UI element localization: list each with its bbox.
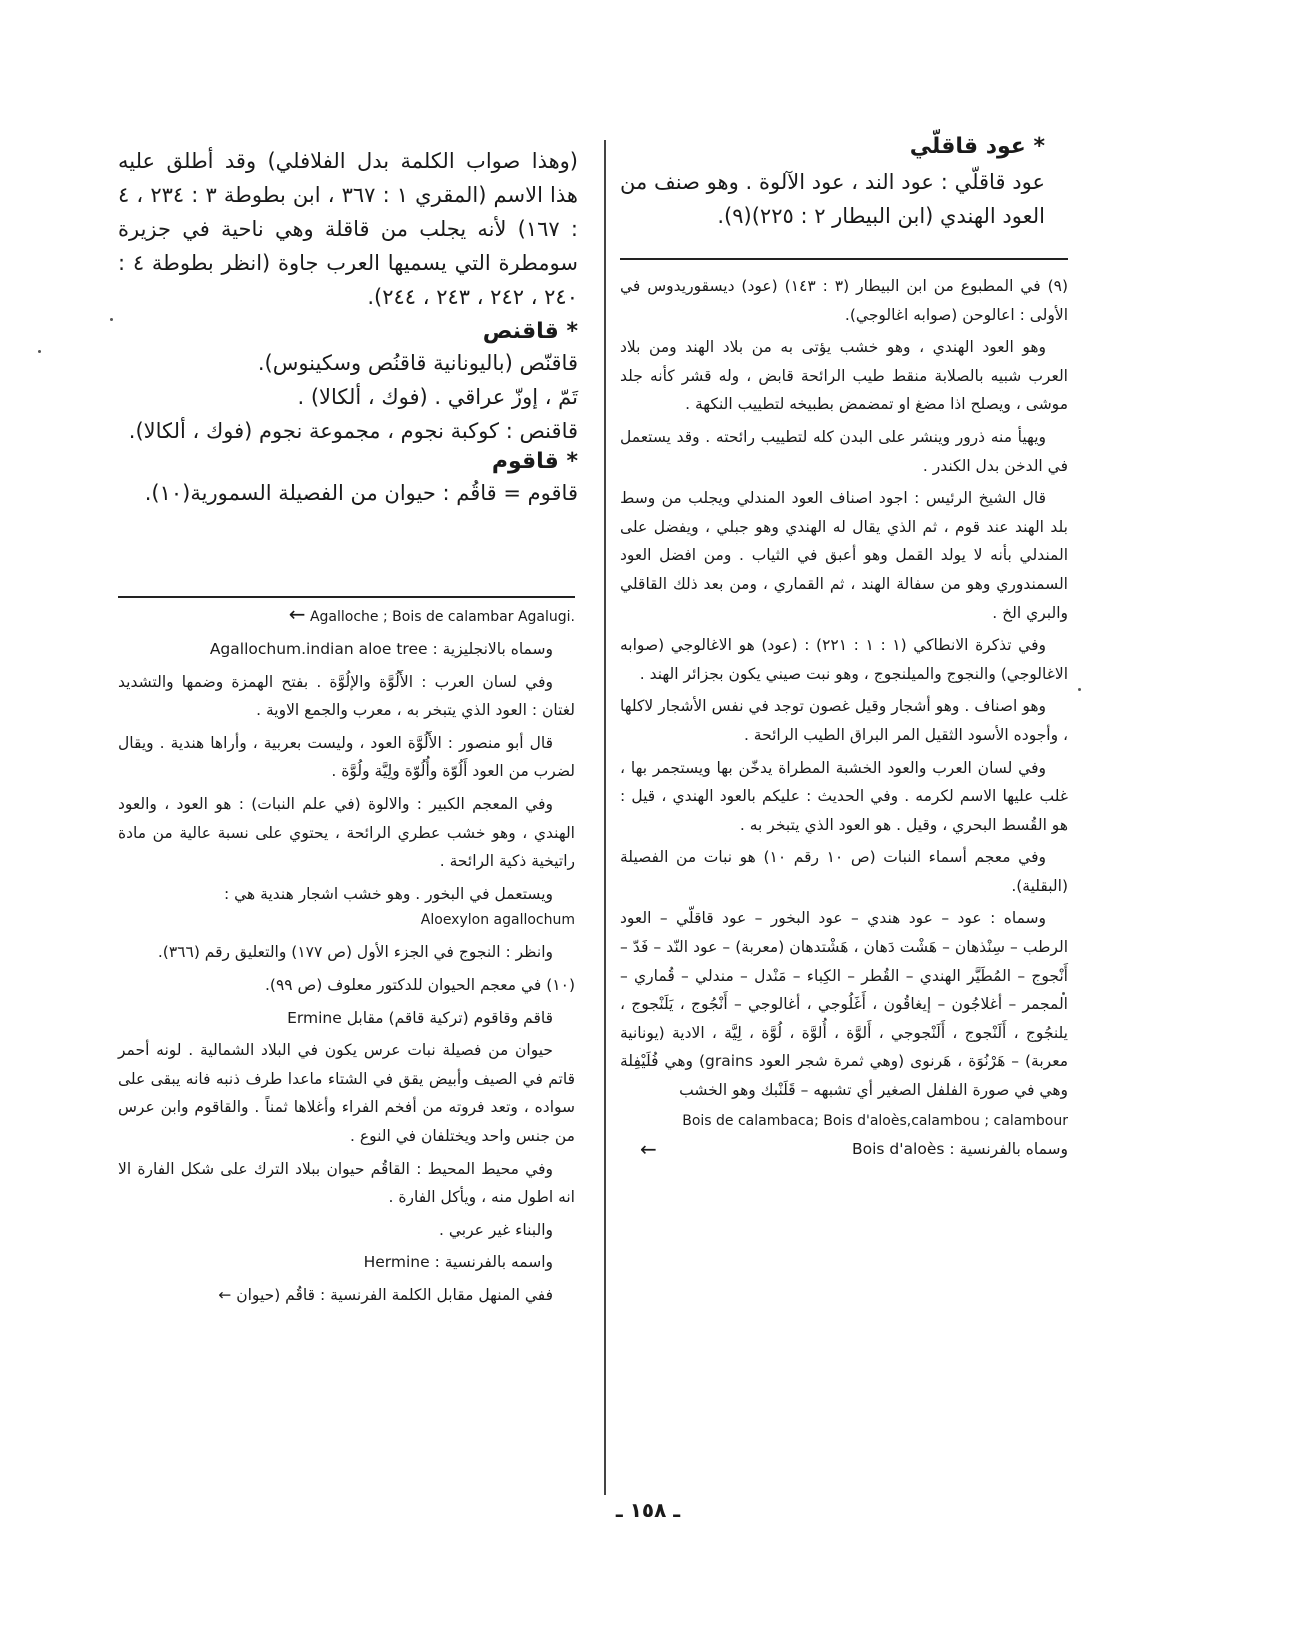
footnote-paragraph: وسماه : عود – عود هندي – عود البخور – عود قاقلّي – العود الرطب – سِنْذهان – هَشْت دَهان ، هَشْتدهان (معربة) – عود النّد – فَدّ – أَنْجوج – المُطَيَّر الهندي – القُطر – الكِباء – مَنْدل – مندلي – قُماري – المجمر – أغلاجُون – إيغاقُون ، أَغَلُوجي ، أغالوجي – أَنْجُوج ، يَلَنْجوج ، يلنجُوج ، أَلَنْجوج ، أَلَنْجوجي ، أَلوَّة ، أُلوَّة ، لُوَّة ، لِيَّة ، الادية (يونانية معربة) – هَرْنُوَة ، هَرنوى (وهي ثمرة شجر العود grains) وهي فُلَيْفِلة وهي في صورة الفلفل الصغير أي تشبهه – قَلَنْبك وهو الخشب: [620, 909, 1068, 1100]
footnote-divider-right: [620, 258, 1068, 260]
footnote-latin-text: Agalloche ; Bois de calambar Agalugi.: [309, 609, 575, 625]
footnote-paragraph: (٩) في المطبوع من ابن البيطار (٣ : ١٤٣) (عود) ديسقوريدوس في الأولى : اعالوحن (صوابه اغالوجي).: [620, 277, 1069, 324]
entry-text-qaqnus-1: قاقنّص (باليونانية قاقنُص وسكينوس).: [257, 351, 578, 375]
entry-text-continued: (وهذا صواب الكلمة بدل الفلافلي) وقد أطلق عليه هذا الاسم (المقري ١ : ٣٦٧ ، ابن بطوطة ٣ : ٢٣٤ ، ٤ : ١٦٧) لأنه يجلب من قاقلة وهي ناحية في جزيرة سومطرة التي يسميها العرب جاوة (انظر بطوطة ٤ : ٢٤٠ ، ٢٤٢ ، ٢٤٣ ، ٢٤٤).: [118, 149, 578, 309]
footnote-paragraph: ويستعمل في البخور . وهو خشب اشجار هندية هي :: [223, 884, 553, 903]
footnote-paragraph: وفي تذكرة الانطاكي (١ : ١ : ٢٢١) : (عود) هو الاغالوجي (صوابه الاغالوجي) والنجوج والميلنجوج ، وهو نبت صيني يكون بجزائر الهند .: [620, 636, 1068, 683]
entry-heading-oud-qaqulli: * عود قاقلّي: [909, 134, 1045, 159]
footnote-paragraph: وهو اصناف . وهو أشجار وقيل غصون توجد في نفس الأشجار لاكلها ، وأجوده الأسود الثقيل المر البراق الطيب الرائحة .: [620, 697, 1068, 744]
arrow-icon: ←: [640, 1136, 657, 1161]
footnotes-right: [620, 272, 1068, 1167]
footnote-latin-line: [118, 602, 575, 629]
footnote-paragraph: (١٠) في معجم الحيوان للدكتور معلوف (ص ٩٩).: [264, 975, 575, 994]
footnote-divider-left: [118, 596, 575, 598]
column-separator: [604, 140, 606, 1495]
entry-heading-qaqum: * قاقوم: [491, 449, 578, 474]
footnote-paragraph: قال الشيخ الرئيس : اجود اصناف العود المندلي ويجلب من وسط بلد الهند عند قوم ، ثم الذي يقال له الهندي وهو جبلي ، ويفضل على المندلي بأنه لا يولد القمل وهو أعبق في الثياب . ومن افضل العود السمندوري وهو من سفالة الهند ، ثم القماري ، ومن بعد ذلك القاقلي والبري الخ .: [620, 489, 1068, 622]
footnote-paragraph: وفي محيط المحيط : القاقُم حيوان ببلاد الترك على شكل الفارة الا انه اطول منه ، ويأكل الفارة .: [118, 1159, 575, 1207]
entry-text-qaqnus-3: قاقنص : كوكبة نجوم ، مجموعة نجوم (فوك ، ألكالا).: [128, 419, 578, 443]
scan-speck: [38, 350, 41, 353]
footnote-paragraph: ففي المنهل مقابل الكلمة الفرنسية : قاقُم (حيوان ←: [218, 1285, 553, 1304]
footnote-paragraph: وفي لسان العرب والعود الخشبة المطراة يدخّن بها ويستجمر بها ، غلب عليها الاسم لكرمه . وفي الحديث : عليكم بالعود الهندي ، قيل : هو القُسط البحري ، وقيل . هو العود الذي يتبخر به .: [620, 758, 1068, 834]
footnote-paragraph: قال أبو منصور : الأَلُوَّة العود ، وليست بعربية ، وأراها هندية . ويقال لضرب من العود أَلُوّة وأُلُوّة ولِيَّة ولُوَّة .: [118, 733, 575, 781]
entry-text-oud-qaqulli: عود قاقلّي : عود الند ، عود الآلوة . وهو صنف من العود الهندي (ابن البيطار ٢ : ٢٢٥)(٩).: [620, 170, 1045, 228]
footnote-paragraph: وفي معجم أسماء النبات (ص ١٠ رقم ١٠) هو نبات من الفصيلة (البقلية).: [620, 848, 1068, 895]
footnote-paragraph: ويهيأ منه ذرور وينشر على البدن كله لتطييب رائحته . وقد يستعمل في الدخن بدل الكندر .: [620, 427, 1068, 475]
footnote-paragraph: وفي لسان العرب : الأَلُوَّة والإلُوَّة . بفتح الهمزة وضمها والتشديد لغتان : العود الذي يتبخر به ، معرب والجمع الاوية .: [118, 672, 575, 720]
footnote-paragraph: وهو العود الهندي ، وهو خشب يؤتى به من بلاد الهند ومن بلاد العرب شبيه بالصلابة منقط طيب الرائحة قابض ، وله قشر كأنه جلد موشى ، ويصلح اذا مضغ او تمضمض بطبيخه لتطييب النكهة .: [620, 338, 1068, 414]
footnote-paragraph: وسماه بالانجليزية : Agallochum.indian aloe tree: [209, 640, 553, 658]
scan-speck: [110, 318, 113, 321]
entry-text-qaqnus-2: تَمّ ، إوزّ عراقي . (فوك ، ألكالا) .: [297, 385, 578, 409]
footnote-paragraph: واسمه بالفرنسية : Hermine: [363, 1253, 553, 1272]
scan-speck: [1078, 688, 1081, 691]
left-column: [118, 144, 578, 510]
footnote-paragraph: وفي المعجم الكبير : والالوة (في علم النبات) : هو العود ، والعود الهندي ، وهو خشب عطري الرائحة ، يحتوي على نسبة عالية من مادة راتيخية ذكية الرائحة .: [118, 794, 575, 871]
footnote-paragraph: حيوان من فصيلة نبات عرس يكون في البلاد الشمالية . لونه أحمر قاتم في الصيف وأبيض يقق في الشتاء ماعدا طرف ذنبه فانه يبقى على سواده ، وتعد فروته من أفخم الفراء وأغلاها ثمناً . والقاقوم وابن عرس من جنس واحد ويختلفان في النوع .: [118, 1041, 575, 1145]
right-column: [620, 133, 1045, 233]
footnote-french-line: [620, 1135, 1068, 1164]
arrow-icon: ←: [288, 602, 306, 626]
footnote-paragraph: وانظر : النجوج في الجزء الأول (ص ١٧٧) والتعليق رقم (٣٦٦).: [157, 943, 553, 962]
page-number: ـ ١٥٨ ـ: [615, 1498, 681, 1522]
footnotes-left: [118, 602, 575, 1313]
entry-text-qaqum: قاقوم = قاقُم : حيوان من الفصيلة السمورية(١٠).: [144, 481, 578, 505]
entry-heading-qaqnus: * قاقنص: [482, 319, 578, 344]
footnote-latin-text: Aloexylon agallochum: [420, 912, 575, 929]
footnote-paragraph: والبناء غير عربي .: [439, 1220, 553, 1239]
footnote-paragraph: وسماه بالفرنسية : Bois d'aloès: [852, 1139, 1068, 1158]
footnote-paragraph: قاقم وقاقوم (تركية قاقم) مقابل Ermine: [287, 1008, 553, 1027]
footnote-latin-text: Bois de calambaca; Bois d'aloès,calambou ; calambour: [682, 1112, 1068, 1129]
